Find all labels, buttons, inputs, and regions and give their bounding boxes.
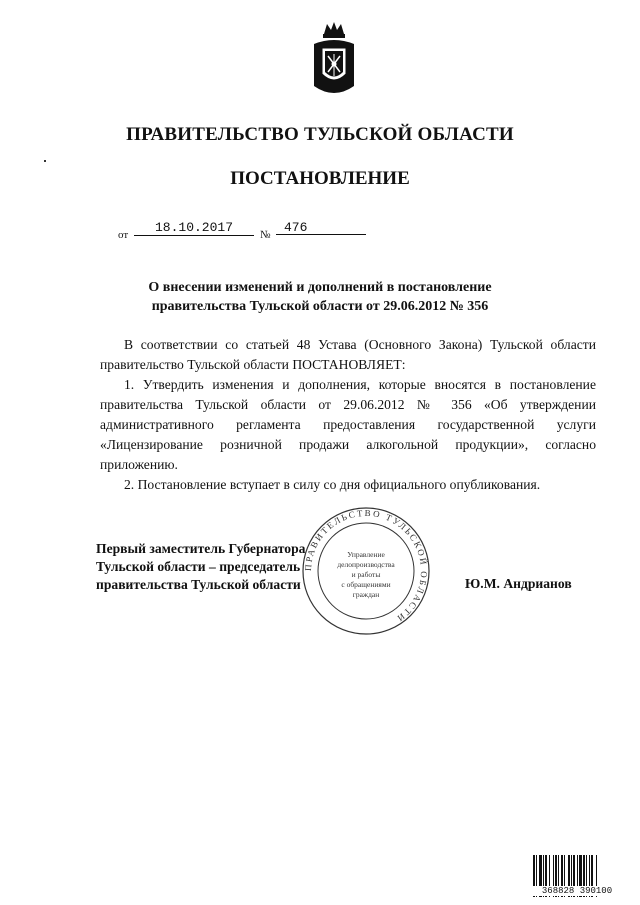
body-paragraph-3: 2. Постановление вступает в силу со дня официального опубликования. bbox=[124, 477, 541, 492]
document-heading bbox=[0, 278, 640, 316]
barcode-digits: 368828 390100 bbox=[532, 886, 622, 896]
stamp-line-2: делопроизводства bbox=[337, 560, 395, 569]
stamp-line-3: и работы bbox=[351, 570, 381, 579]
date-value: 18.10.2017 bbox=[134, 221, 254, 236]
stamp-line-1: Управление bbox=[347, 550, 385, 559]
signer-line-2: Тульской области – председатель bbox=[96, 559, 301, 574]
scan-dot bbox=[44, 160, 46, 162]
stamp-ring-text: ПРАВИТЕЛЬСТВО ТУЛЬСКОЙ ОБЛАСТИ bbox=[302, 507, 430, 625]
stamp-line-4: с обращениями bbox=[341, 580, 391, 589]
signer-name: Ю.М. Андрианов bbox=[465, 576, 572, 591]
signer-line-1: Первый заместитель Губернатора bbox=[96, 541, 306, 556]
signer-line-3: правительства Тульской области bbox=[96, 577, 301, 592]
heading-line-2: правительства Тульской области от 29.06.2012 № 356 bbox=[151, 299, 489, 314]
number-value: 476 bbox=[276, 221, 366, 235]
signer-title bbox=[96, 540, 356, 594]
stamp-line-5: граждан bbox=[352, 590, 380, 599]
document-type: ПОСТАНОВЛЕНИЕ bbox=[230, 168, 410, 189]
coat-of-arms-icon bbox=[310, 20, 358, 98]
body-paragraph-1: В соответствии со статьей 48 Устава (Основного Закона) Тульской области правительство Тульской области ПОСТАНОВЛЯЕТ: bbox=[100, 337, 596, 372]
date-label: от bbox=[118, 229, 129, 241]
body-paragraph-2: 1. Утвердить изменения и дополнения, которые вносятся в постановление правительства Тульской области от 29.06.2012 № 356 «Об утверждении административного регламента предоставления государственной услуги «Лицензирование розничной продажи алкогольной продукции», согласно приложению. bbox=[100, 377, 596, 472]
organization-title: ПРАВИТЕЛЬСТВО ТУЛЬСКОЙ ОБЛАСТИ bbox=[126, 124, 514, 145]
heading-line-1: О внесении изменений и дополнений в постановление bbox=[148, 280, 492, 295]
number-label: № bbox=[260, 229, 271, 241]
document-body bbox=[100, 335, 596, 495]
